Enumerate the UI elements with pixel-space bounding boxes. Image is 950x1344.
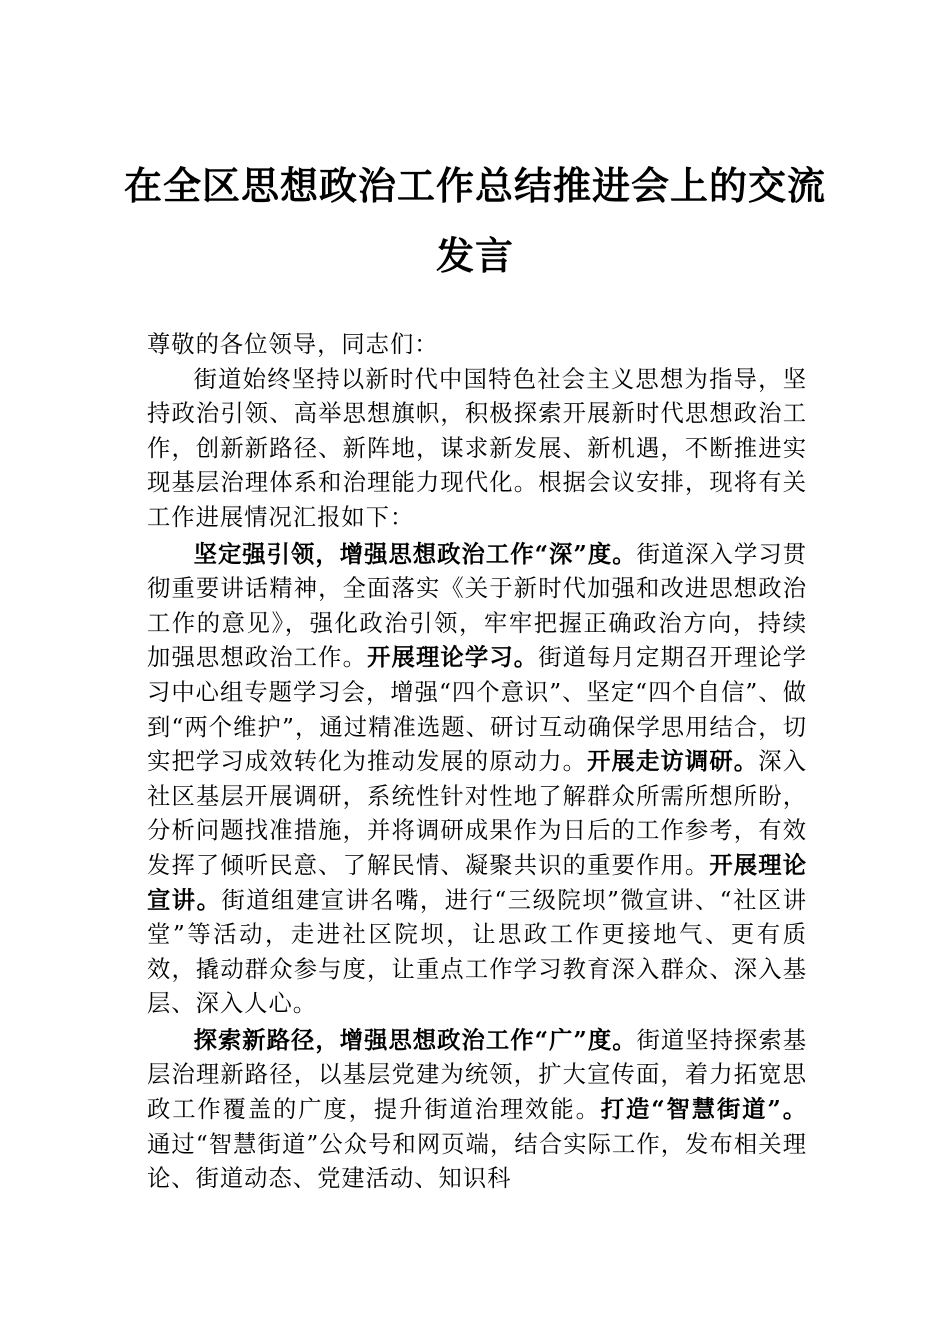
section-1-heading: 坚定强引领，增强思想政治工作“深”度。 [193, 540, 637, 568]
document-title-line-1: 在全区思想政治工作总结推进会上的交流 [123, 163, 826, 208]
section-1-text-4: 街道组建宣讲名嘴，进行“三级院坝”微宣讲、“社区讲堂”等活动，走进社区院坝，让思政工作更接地气、更有质效，撬动群众参与度，让重点工作学习教育深入群众、深入基层、深入人心。 [147, 886, 808, 1018]
section-1-subheading-2: 开展走访调研。 [587, 748, 759, 776]
section-1-paragraph [147, 538, 807, 1022]
section-2-text-1: 街道坚持探索基层治理新路径，以基层党建为统领，扩大宣传面，着力拓宽思政工作覆盖的广度，提升街道治理效能。 [147, 1026, 807, 1124]
section-2-paragraph [147, 1024, 807, 1197]
document-body [147, 328, 807, 1197]
section-2-text-2: 通过“智慧街道”公众号和网页端，结合实际工作，发布相关理论、街道动态、党建活动、知识科 [147, 1130, 807, 1193]
section-1-subheading-3: 开展理论宣讲。 [147, 851, 808, 914]
section-2-heading: 探索新路径，增强思想政治工作“广”度。 [193, 1026, 637, 1054]
section-1-text-2: 街道每月定期召开理论学习中心组专题学习会，增强“四个意识”、坚定“四个自信”、做到“两个维护”，通过精准选题、研讨互动确保学思用结合，切实把学习成效转化为推动发展的原动力。 [147, 644, 808, 776]
section-1-subheading-1: 开展理论学习。 [367, 644, 539, 672]
section-2-subheading-1: 打造“智慧街道”。 [600, 1096, 807, 1124]
intro-paragraph: 街道始终坚持以新时代中国特色社会主义思想为指导，坚持政治引领、高举思想旗帜，积极探索开展新时代思想政治工作，创新新路径、新阵地，谋求新发展、新机遇，不断推进实现基层治理体系和治理能力现代化。根据会议安排，现将有关工作进展情况汇报如下： [147, 365, 807, 531]
salutation: 尊敬的各位领导，同志们： [147, 331, 439, 358]
section-1-text-3: 深入社区基层开展调研，系统性针对性地了解群众所需所想所盼，分析问题找准措施，并将调研成果作为日后的工作参考，有效发挥了倾听民意、了解民情、凝聚共识的重要作用。 [147, 748, 808, 879]
section-1-text-1: 街道深入学习贯彻重要讲话精神，全面落实《关于新时代加强和改进思想政治工作的意见》，强化政治引领，牢牢把握正确政治方向，持续加强思想政治工作。 [147, 540, 807, 672]
document-title-line-2: 发言 [435, 233, 514, 278]
